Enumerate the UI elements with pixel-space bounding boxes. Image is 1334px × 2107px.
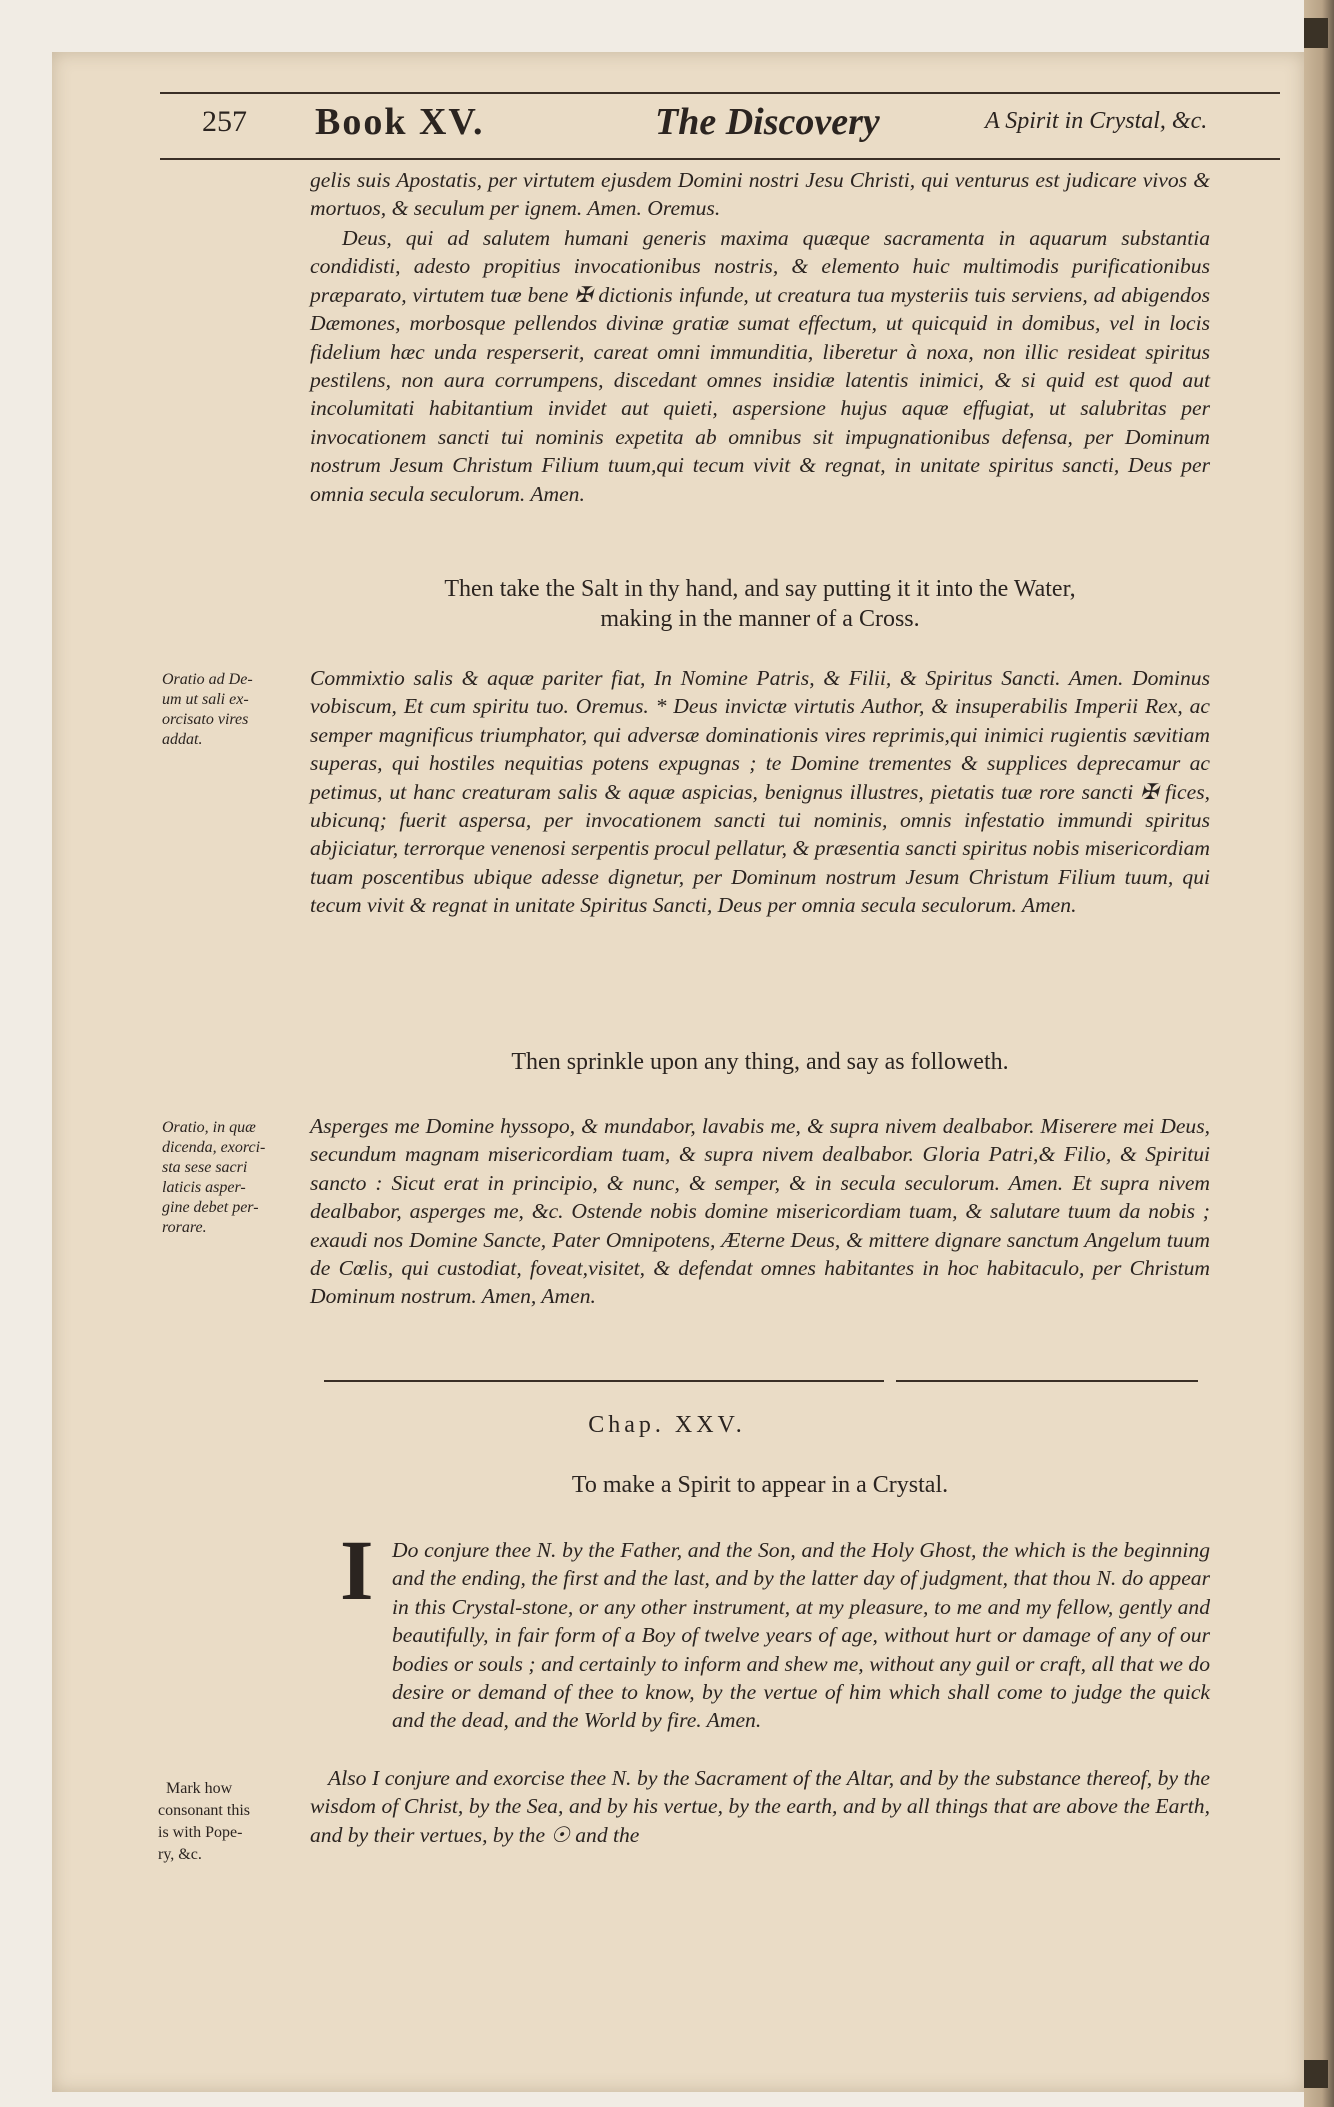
bottom-binding-tab (1304, 2060, 1328, 2088)
header-top-rule (160, 92, 1280, 94)
paragraph-conjure-opening: Do conjure thee N. by the Father, and the Son, and the Holy Ghost, the which is the beginning and the ending, the first and the last, and by the latter day of judgment, that thou N. do appear in this Crystal-stone, or any other instrument, at my pleasure, to me and my fellow, gently and beautifully, in fair form of a Boy of twelve years of age, without hurt or damage of any of our bodies or souls ; and certainly to inform and shew me, without any guil or craft, all that we do desire or demand of thee to know, by the vertue of him which shall come to judge the quick and the dead, and the World by fire. Amen. (392, 1538, 1210, 1733)
book-spine (1304, 0, 1334, 2107)
instruction-salt-line-2: making in the manner of a Cross. (600, 606, 920, 632)
chapter-subtitle: To make a Spirit to appear in a Crystal. (571, 1472, 949, 1498)
paragraph-asperges: Asperges me Domine hyssopo, & mundabor, lavabis me, & supra nivem dealbabor. Miserere mei Deus, secundum magnam misericordiam tuam, & supra nivem dealbabor. Gloria Patri,& Filio, & Spiritui sancto : Sicut erat in principio, & nunc, & semper, & in secula seculorum. Amen. Et supra nivem dealbabor, asperges me, &c. Ostende nobis domine misericordiam tuam, & salutare tuum da nobis ; exaudi nos Domine Sancte, Pater Omnipotens, Æterne Deus, & mittere dignare sanctum Angelum tuum de Cœlis, qui custodiat, foveat,visitet, & defendat omnes habitantes in hoc habitaculo, per Christum Dominum nostrum. Amen, Amen. (310, 1114, 1210, 1309)
instruction-salt-line-1: Then take the Salt in thy hand, and say putting it it into the Water, (444, 576, 1076, 602)
paragraph-continuation: gelis suis Apostatis, per virtutem ejusdem Domini nostri Jesu Christi, qui venturus est judicare vivos & mortuos, & seculum per ignem. Amen. Oremus. (310, 168, 1210, 221)
instruction-sprinkle: Then sprinkle upon any thing, and say as followeth. (511, 1049, 1009, 1075)
paragraph-also-i-conjure: Also I conjure and exorcise thee N. by the Sacrament of the Altar, and by the substance thereof, by the wisdom of Christ, by the Sea, and by his vertue, by the earth, and by all things that are above the Earth, and by their vertues, by the ☉ and the (310, 1766, 1210, 1847)
top-binding-tab (1304, 18, 1328, 48)
running-head: A Spirit in Crystal, &c. (985, 108, 1208, 134)
section-rule-left (324, 1380, 884, 1382)
book-heading: Book XV. (315, 101, 485, 143)
chapter-heading: Chap. XXV. (588, 1412, 746, 1438)
section-rule-right (896, 1380, 1198, 1382)
paragraph-commixtio: Commixtio salis & aquæ pariter fiat, In Nomine Patris, & Filii, & Spiritus Sancti. Amen. Dominus vobiscum, Et cum spiritu tuo. Oremus. * Deus invictæ virtutis Author, & insuperabilis Imperii Rex, ac semper magnificus triumphator, qui adversæ dominationis vires reprimis,qui inimici rugientis sævitiam superas, qui hostiles nequitias potens expugnas ; te Domine trementes & supplices deprecamur ac petimus, ut hanc creaturam salis & aquæ aspicias, benignus illustres, pietatis tuæ rore sancti ✠ fices, ubicunq; fuerit aspersa, per invocationem sancti tui nominis, omnis infestatio immundi spiritus abjiciatur, terrorque venenosi serpentis procul pellatur, & præsentia sancti spiritus nobis misericordiam tuam poscentibus ubique adesse dignetur, per Dominum nostrum Jesum Christum Filium tuum, qui tecum vivit & regnat in unitate Spiritus Sancti, Deus per omnia secula seculorum. Amen. (310, 666, 1210, 918)
drop-cap: I (340, 1522, 374, 1618)
header-bottom-rule (160, 158, 1280, 160)
book-title: The Discovery (655, 101, 880, 143)
page-number: 257 (202, 105, 247, 138)
paragraph-deus: Deus, qui ad salutem humani generis maxima quæque sacramenta in aquarum substantia condidisti, adesto propitius invocationibus nostris, & elemento huic multimodis purificationibus præparato, virtutem tuæ bene ✠ dictionis infunde, ut creatura tua mysteriis tuis serviens, ad abigendos Dæmones, morbosque pellendos divinæ gratiæ sumat effectum, ut quicquid in domibus, vel in locis fidelium hæc unda resperserit, careat omni immunditia, liberetur à noxa, non illic resideat spiritus pestilens, non aura corrumpens, discedant omnes insidiæ latentis inimici, & si quid est quod aut incolumitati habitantium invidet aut quieti, aspersione hujus aquæ effugiat, ut salubritas per invocationem sancti tui nominis expetita ab omnibus sit impugnationibus defensa, per Dominum nostrum Jesum Christum Filium tuum,qui tecum vivit & regnat, in unitate spiritus sancti, Deus per omnia secula seculorum. Amen. (310, 226, 1210, 506)
